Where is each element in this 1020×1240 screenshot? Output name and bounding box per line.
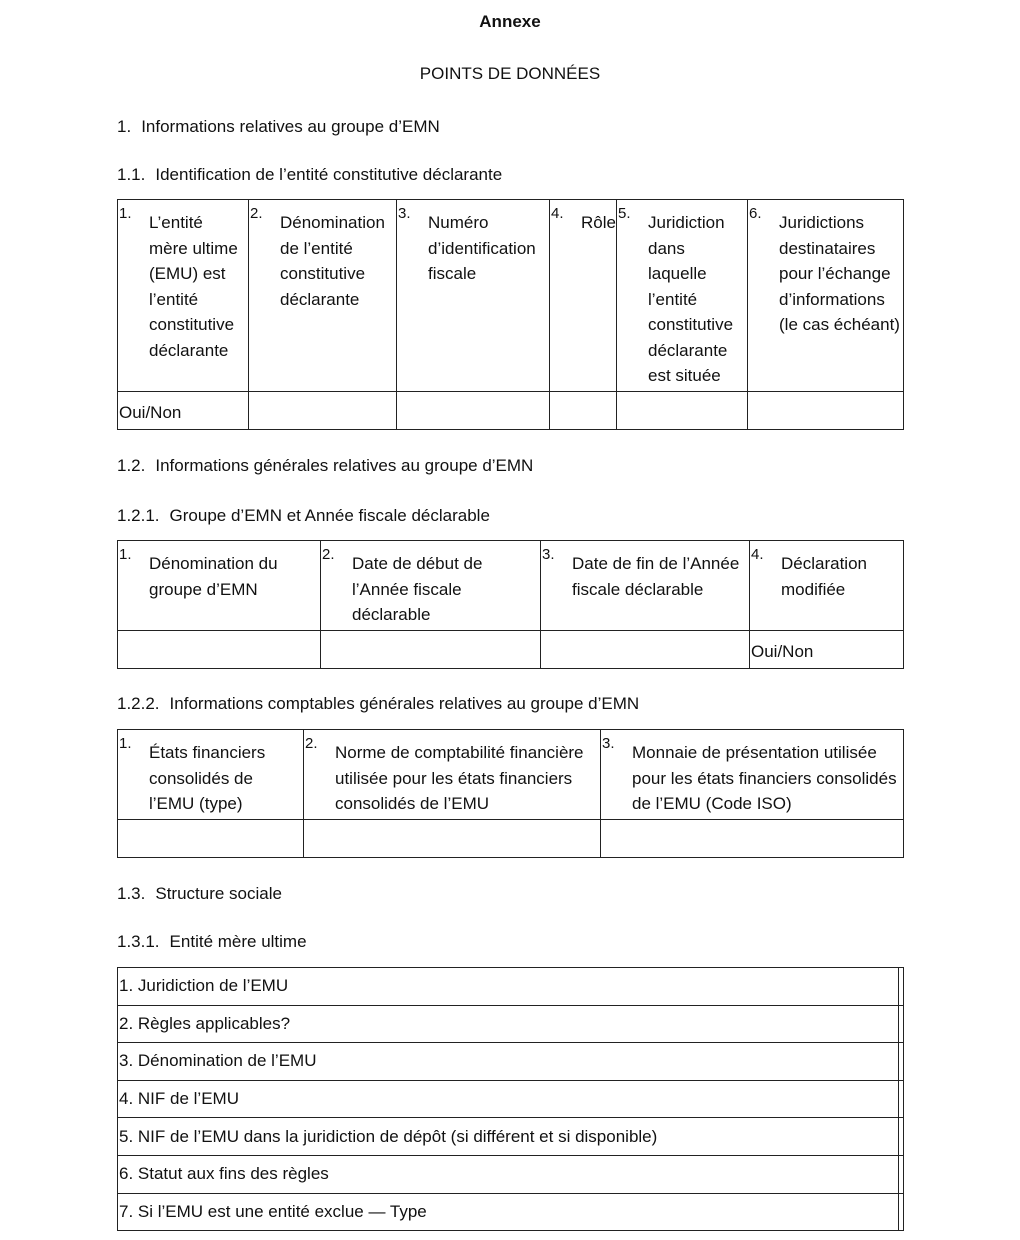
- value-cell[interactable]: [321, 630, 541, 668]
- cell-value: Oui/Non: [119, 402, 182, 422]
- table-row: [118, 1005, 904, 1043]
- column-header: [118, 541, 321, 631]
- column-number: 2.: [305, 735, 318, 752]
- table-row: [118, 1043, 904, 1081]
- column-number: 3.: [602, 735, 615, 752]
- cell-value: [748, 392, 903, 401]
- table-row: [118, 1193, 904, 1231]
- section-1-heading: [117, 117, 440, 137]
- section-label: Informations relatives au groupe d’EMN: [141, 117, 440, 136]
- row-edge: [899, 1005, 904, 1043]
- column-label: L’entité mère ultime (EMU) est l’entité constitutive déclarante: [149, 213, 238, 360]
- column-header: [397, 200, 550, 392]
- section-1-3-1-heading: [117, 932, 307, 952]
- column-number: 4.: [551, 205, 564, 222]
- section-1-2-2-heading: [117, 694, 639, 714]
- table-value-row: [118, 630, 904, 668]
- section-label: Groupe d’EMN et Année fiscale déclarable: [169, 506, 490, 525]
- column-label: Date de fin de l’Année fiscale déclarable: [572, 554, 740, 599]
- section-label: Entité mère ultime: [169, 932, 307, 951]
- table-header-row: [118, 730, 904, 820]
- value-cell[interactable]: [541, 630, 750, 668]
- column-header: [118, 730, 304, 820]
- table-header-row: [118, 541, 904, 631]
- column-label: Norme de comptabilité financière utilisée pour les états financiers consolidés de l’EMU: [335, 743, 584, 813]
- section-number: 1.3.1.: [117, 932, 160, 951]
- column-header: [541, 541, 750, 631]
- column-label: Rôle: [581, 213, 616, 232]
- list-item[interactable]: 5. NIF de l’EMU dans la juridiction de dépôt (si différent et si disponible): [118, 1118, 899, 1156]
- value-cell[interactable]: [748, 391, 904, 429]
- section-number: 1.2.: [117, 456, 146, 475]
- cell-value: [321, 631, 540, 640]
- value-cell[interactable]: [118, 391, 249, 429]
- list-item[interactable]: 1. Juridiction de l’EMU: [118, 968, 899, 1006]
- section-label: Structure sociale: [155, 884, 282, 903]
- table-accounting-info: [117, 729, 904, 858]
- annex-title: Annexe: [479, 12, 541, 31]
- column-label: Dénomination du groupe d’EMN: [149, 554, 278, 599]
- section-number: 1.: [117, 117, 132, 136]
- column-label: Juridiction dans laquelle l’entité constitutive déclarante est située: [648, 213, 734, 385]
- row-edge: [899, 1155, 904, 1193]
- column-number: 2.: [250, 205, 263, 222]
- section-1-1-heading: [117, 165, 502, 185]
- cell-value: [118, 820, 303, 829]
- value-cell[interactable]: [601, 819, 904, 857]
- table-row: [118, 1118, 904, 1156]
- cell-value: [397, 392, 549, 401]
- cell-value: [304, 820, 600, 829]
- section-label: Informations comptables générales relatives au groupe d’EMN: [169, 694, 640, 713]
- column-label: Dénomination de l’entité constitutive déclarante: [280, 213, 385, 309]
- row-edge: [899, 1080, 904, 1118]
- row-edge: [899, 1118, 904, 1156]
- section-number: 1.3.: [117, 884, 146, 903]
- list-item[interactable]: 6. Statut aux fins des règles: [118, 1155, 899, 1193]
- table-row: [118, 1080, 904, 1118]
- value-cell[interactable]: [118, 630, 321, 668]
- column-number: 1.: [119, 546, 132, 563]
- value-cell[interactable]: [304, 819, 601, 857]
- column-label: Numéro d’identification fiscale: [428, 213, 536, 283]
- value-cell[interactable]: [118, 819, 304, 857]
- column-header: [118, 200, 249, 392]
- value-cell[interactable]: [249, 391, 397, 429]
- table-identification: [117, 199, 904, 430]
- cell-value: [550, 392, 616, 401]
- column-label: Date de début de l’Année fiscale déclarable: [352, 554, 483, 624]
- column-label: Juridictions destinataires pour l’échange d’informations (le cas échéant): [779, 213, 900, 334]
- section-number: 1.1.: [117, 165, 146, 184]
- row-edge: [899, 1193, 904, 1231]
- section-label: Identification de l’entité constitutive déclarante: [155, 165, 503, 184]
- value-cell[interactable]: [750, 630, 904, 668]
- list-item[interactable]: 2. Règles applicables?: [118, 1005, 899, 1043]
- section-1-3-heading: [117, 884, 282, 904]
- section-1-2-1-heading: [117, 506, 490, 526]
- value-cell[interactable]: [617, 391, 748, 429]
- column-header: [617, 200, 748, 392]
- column-number: 1.: [119, 205, 132, 222]
- cell-value: [249, 392, 396, 401]
- column-label: Déclaration modifiée: [781, 554, 867, 599]
- section-label: Informations générales relatives au groupe d’EMN: [155, 456, 534, 475]
- value-cell[interactable]: [550, 391, 617, 429]
- table-value-row: [118, 391, 904, 429]
- column-header: [601, 730, 904, 820]
- table-group-fiscal-year: [117, 540, 904, 669]
- column-header: [249, 200, 397, 392]
- column-number: 6.: [749, 205, 762, 222]
- column-label: États financiers consolidés de l’EMU (type): [149, 743, 266, 813]
- table-row: [118, 1155, 904, 1193]
- cell-value: Oui/Non: [751, 641, 814, 661]
- column-number: 3.: [398, 205, 411, 222]
- section-number: 1.2.1.: [117, 506, 160, 525]
- list-item[interactable]: 3. Dénomination de l’EMU: [118, 1043, 899, 1081]
- cell-value: [617, 392, 747, 401]
- column-number: 5.: [618, 205, 631, 222]
- value-cell[interactable]: [397, 391, 550, 429]
- cell-value: [601, 820, 903, 829]
- cell-value: [541, 631, 749, 640]
- list-item[interactable]: 7. Si l’EMU est une entité exclue — Type: [118, 1193, 899, 1231]
- column-label: Monnaie de présentation utilisée pour les états financiers consolidés de l’EMU (Code ISO): [632, 743, 897, 813]
- row-edge: [899, 1043, 904, 1081]
- row-edge: [899, 968, 904, 1006]
- cell-value: [118, 631, 320, 640]
- section-1-2-heading: [117, 456, 533, 476]
- column-number: 4.: [751, 546, 764, 563]
- column-header: [550, 200, 617, 392]
- column-header: [750, 541, 904, 631]
- column-header: [304, 730, 601, 820]
- table-row: [118, 968, 904, 1006]
- column-number: 1.: [119, 735, 132, 752]
- section-number: 1.2.2.: [117, 694, 160, 713]
- column-header: [748, 200, 904, 392]
- annex-subtitle: POINTS DE DONNÉES: [419, 64, 601, 83]
- table-header-row: [118, 200, 904, 392]
- table-value-row: [118, 819, 904, 857]
- table-ultimate-parent: [117, 967, 904, 1231]
- column-header: [321, 541, 541, 631]
- list-item[interactable]: 4. NIF de l’EMU: [118, 1080, 899, 1118]
- column-number: 2.: [322, 546, 335, 563]
- column-number: 3.: [542, 546, 555, 563]
